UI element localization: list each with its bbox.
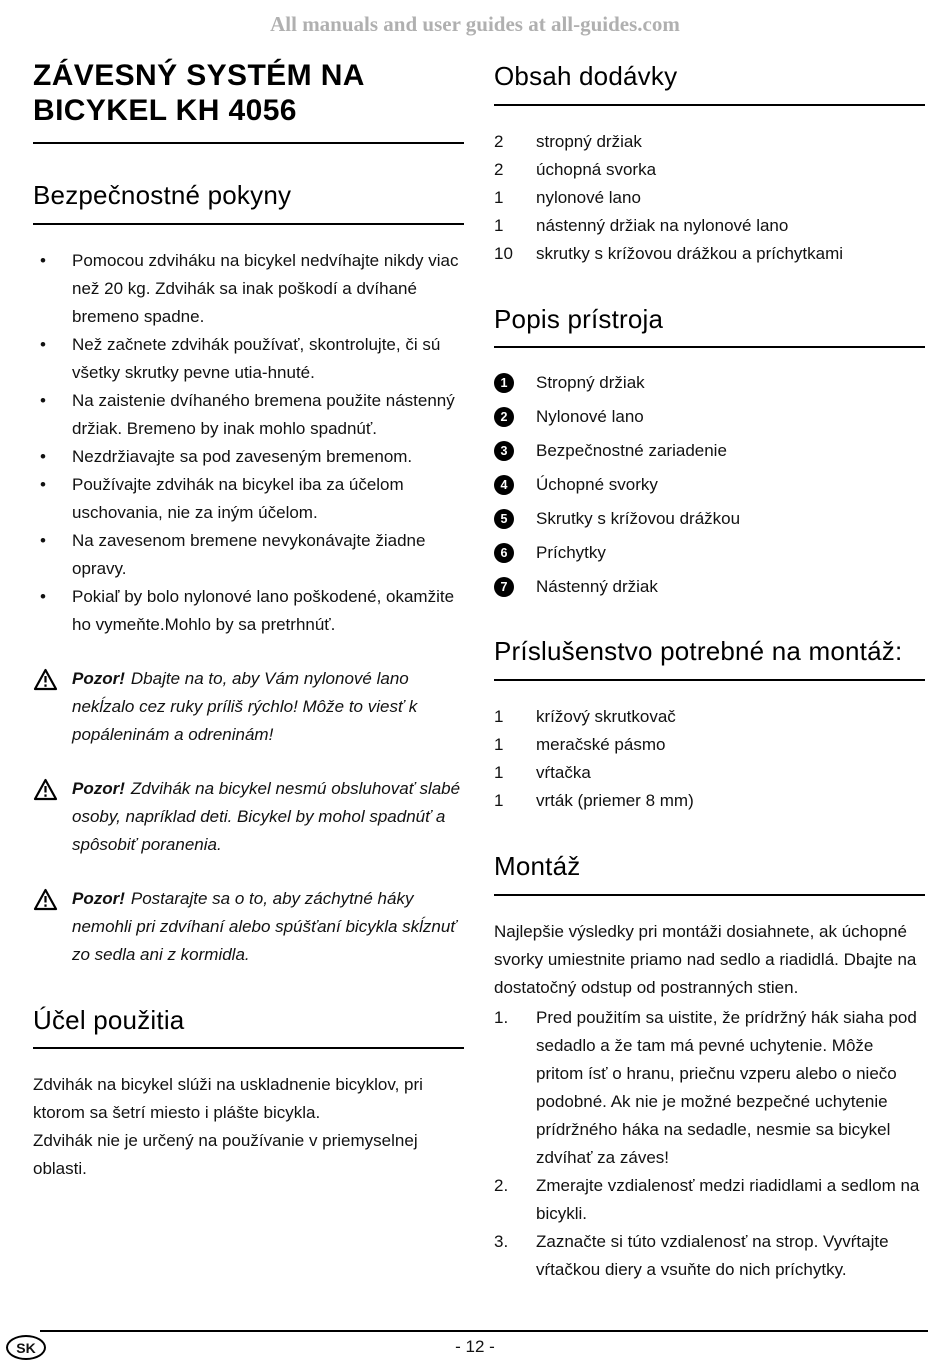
list-item bbox=[33, 471, 464, 527]
step-number: 3. bbox=[494, 1231, 509, 1251]
item-quantity: 1 bbox=[494, 763, 504, 783]
list-item bbox=[494, 240, 925, 268]
item-text: Nástenný držiak bbox=[536, 577, 658, 597]
list-item bbox=[33, 247, 464, 331]
list-item bbox=[494, 1004, 925, 1172]
item-text: úchopná svorka bbox=[536, 159, 657, 179]
watermark: All manuals and user guides at all-guides.com bbox=[270, 12, 680, 36]
bullet-icon bbox=[33, 527, 72, 583]
heading-contents: Obsah dodávky bbox=[494, 61, 925, 106]
bullet-icon bbox=[33, 471, 72, 527]
step-text: Zaznačte si túto vzdialenosť na strop. Vyvŕtajte vŕtačkou diery a vsuňte do nich príchytky. bbox=[536, 1231, 889, 1279]
numbered-circle-icon: 2 bbox=[494, 407, 514, 427]
item-quantity: 10 bbox=[494, 243, 513, 263]
list-item bbox=[33, 387, 464, 443]
safety-bullet-text: Používajte zdvihák na bicykel iba za účelom uschovania, nie za iným účelom. bbox=[72, 474, 404, 522]
warning-label: Pozor! bbox=[72, 668, 125, 688]
warning-text: Dbajte na to, aby Vám nylonové lano nekĺzalo cez ruky príliš rýchlo! Môže to viesť k popáleninám a odreninám! bbox=[72, 668, 418, 744]
list-item bbox=[494, 731, 925, 759]
montage-steps bbox=[494, 1004, 925, 1284]
numbered-circle-icon: 4 bbox=[494, 475, 514, 495]
numbered-circle-icon: 5 bbox=[494, 509, 514, 529]
warning-text-block bbox=[72, 775, 464, 859]
numbered-circle-icon: 3 bbox=[494, 441, 514, 461]
item-text: krížový skrutkovač bbox=[536, 707, 676, 727]
heading-description: Popis prístroja bbox=[494, 304, 925, 349]
list-item bbox=[494, 156, 925, 184]
title-line-2: BICYKEL KH 4056 bbox=[33, 93, 297, 127]
list-item bbox=[494, 787, 925, 815]
list-item bbox=[494, 703, 925, 731]
warning-block bbox=[33, 885, 464, 969]
purpose-paragraph: Zdvihák na bicykel slúži na uskladnenie bicyklov, pri ktorom sa šetrí miesto i plášte bicykla. bbox=[33, 1075, 423, 1123]
list-item bbox=[494, 370, 925, 396]
item-quantity: 1 bbox=[494, 215, 504, 235]
warning-text: Zdvihák na bicykel nesmú obsluhovať slabé osoby, napríklad deti. Bicykel by mohol spadnúť a spôsobiť poranenia. bbox=[72, 778, 461, 854]
item-text: vrták (priemer 8 mm) bbox=[536, 791, 694, 811]
description-list bbox=[494, 370, 925, 600]
warning-block bbox=[33, 665, 464, 749]
footer-divider bbox=[40, 1330, 928, 1332]
right-column bbox=[494, 59, 925, 1284]
step-text: Pred použitím sa uistite, že prídržný hák siaha pod sedadlo a že tam má pevné uchytenie. Môže pritom ísť o hranu, priečnu vzperu alebo o niečo podobné. Ak nie je možné bezpečné uchytenie prídržného háka na sedadle, nesmie sa bicykel zdvíhať za záves! bbox=[536, 1007, 917, 1167]
list-item bbox=[494, 128, 925, 156]
title-line-1: ZÁVESNÝ SYSTÉM NA bbox=[33, 59, 365, 92]
warning-text-block bbox=[72, 665, 464, 749]
contents-list bbox=[494, 128, 925, 268]
list-item bbox=[494, 472, 925, 498]
safety-bullet-text: Pokiaľ by bolo nylonové lano poškodené, okamžite ho vymeňte.Mohlo by sa pretrhnúť. bbox=[72, 586, 455, 634]
bullet-icon bbox=[33, 443, 72, 471]
safety-bullet-list bbox=[33, 247, 464, 639]
list-item bbox=[494, 506, 925, 532]
purpose-paragraphs bbox=[33, 1071, 464, 1183]
list-item bbox=[33, 527, 464, 583]
item-text: Nylonové lano bbox=[536, 407, 644, 427]
heading-accessories: Príslušenstvo potrebné na montáž: bbox=[494, 636, 925, 681]
left-column bbox=[33, 59, 464, 1284]
warning-label: Pozor! bbox=[72, 888, 125, 908]
item-text: Skrutky s krížovou drážkou bbox=[536, 509, 741, 529]
item-quantity: 1 bbox=[494, 187, 504, 207]
item-quantity: 2 bbox=[494, 159, 504, 179]
item-text: Stropný držiak bbox=[536, 373, 645, 393]
item-text: nástenný držiak na nylonové lano bbox=[536, 215, 789, 235]
list-item bbox=[494, 184, 925, 212]
bullet-icon bbox=[33, 247, 72, 331]
warning-label: Pozor! bbox=[72, 778, 125, 798]
warning-text-block bbox=[72, 885, 464, 969]
list-item bbox=[494, 404, 925, 430]
content-columns bbox=[33, 59, 925, 1284]
safety-bullet-text: Na zavesenom bremene nevykonávajte žiadne opravy. bbox=[72, 530, 426, 578]
list-item bbox=[494, 1228, 925, 1284]
accessories-list bbox=[494, 703, 925, 815]
list-item bbox=[494, 574, 925, 600]
page-title bbox=[33, 59, 464, 144]
item-quantity: 1 bbox=[494, 707, 504, 727]
item-text: Úchopné svorky bbox=[536, 475, 658, 495]
montage-intro: Najlepšie výsledky pri montáži dosiahnete, ak úchopné svorky umiestnite priamo nad sedlo a riadidlá. Dbajte na dostatočný odstup od postranných stien. bbox=[494, 921, 917, 997]
item-text: meračské pásmo bbox=[536, 735, 666, 755]
safety-bullet-text: Nezdržiavajte sa pod zaveseným bremenom. bbox=[72, 446, 413, 466]
safety-bullet-text: Než začnete zdvihák používať, skontrolujte, či sú všetky skrutky pevne utia-hnuté. bbox=[72, 334, 441, 382]
list-item bbox=[494, 438, 925, 464]
warning-icon bbox=[33, 665, 72, 749]
page-number: - 12 - bbox=[455, 1337, 495, 1356]
item-text: nylonové lano bbox=[536, 187, 641, 207]
purpose-paragraph: Zdvihák nie je určený na používanie v priemyselnej oblasti. bbox=[33, 1131, 418, 1179]
bullet-icon bbox=[33, 583, 72, 639]
language-badge: SK bbox=[6, 1335, 46, 1360]
heading-purpose: Účel použitia bbox=[33, 1005, 464, 1050]
item-text: stropný držiak bbox=[536, 131, 642, 151]
list-item bbox=[494, 212, 925, 240]
warning-block bbox=[33, 775, 464, 859]
step-number: 1. bbox=[494, 1007, 509, 1027]
list-item bbox=[494, 1172, 925, 1228]
heading-safety: Bezpečnostné pokyny bbox=[33, 180, 464, 225]
item-text: vŕtačka bbox=[536, 763, 591, 783]
heading-montage: Montáž bbox=[494, 851, 925, 896]
list-item bbox=[494, 759, 925, 787]
item-quantity: 1 bbox=[494, 735, 504, 755]
step-text: Zmerajte vzdialenosť medzi riadidlami a sedlom na bicykli. bbox=[536, 1175, 920, 1223]
warning-icon bbox=[33, 885, 72, 969]
warning-text: Postarajte sa o to, aby záchytné háky nemohli pri zdvíhaní alebo spúšťaní bicykla skĺznuť zo sedla ani z kormidla. bbox=[72, 888, 457, 964]
list-item bbox=[33, 443, 464, 471]
step-number: 2. bbox=[494, 1175, 509, 1195]
safety-bullet-text: Na zaistenie dvíhaného bremena použite nástenný držiak. Bremeno by inak mohlo spadnúť. bbox=[72, 390, 455, 438]
page-footer bbox=[0, 1330, 950, 1364]
item-text: Príchytky bbox=[536, 543, 606, 563]
numbered-circle-icon: 6 bbox=[494, 543, 514, 563]
warning-icon bbox=[33, 775, 72, 859]
bullet-icon bbox=[33, 331, 72, 387]
montage-intro-block bbox=[494, 918, 925, 1002]
item-text: skrutky s krížovou drážkou a príchytkami bbox=[536, 243, 844, 263]
safety-bullet-text: Pomocou zdviháku na bicykel nedvíhajte nikdy viac než 20 kg. Zdvihák sa inak poškodí a dvíhané bremeno spadne. bbox=[72, 250, 459, 326]
item-text: Bezpečnostné zariadenie bbox=[536, 441, 727, 461]
numbered-circle-icon: 7 bbox=[494, 577, 514, 597]
item-quantity: 2 bbox=[494, 131, 504, 151]
list-item bbox=[494, 540, 925, 566]
bullet-icon bbox=[33, 387, 72, 443]
numbered-circle-icon: 1 bbox=[494, 373, 514, 393]
list-item bbox=[33, 331, 464, 387]
item-quantity: 1 bbox=[494, 791, 504, 811]
list-item bbox=[33, 583, 464, 639]
